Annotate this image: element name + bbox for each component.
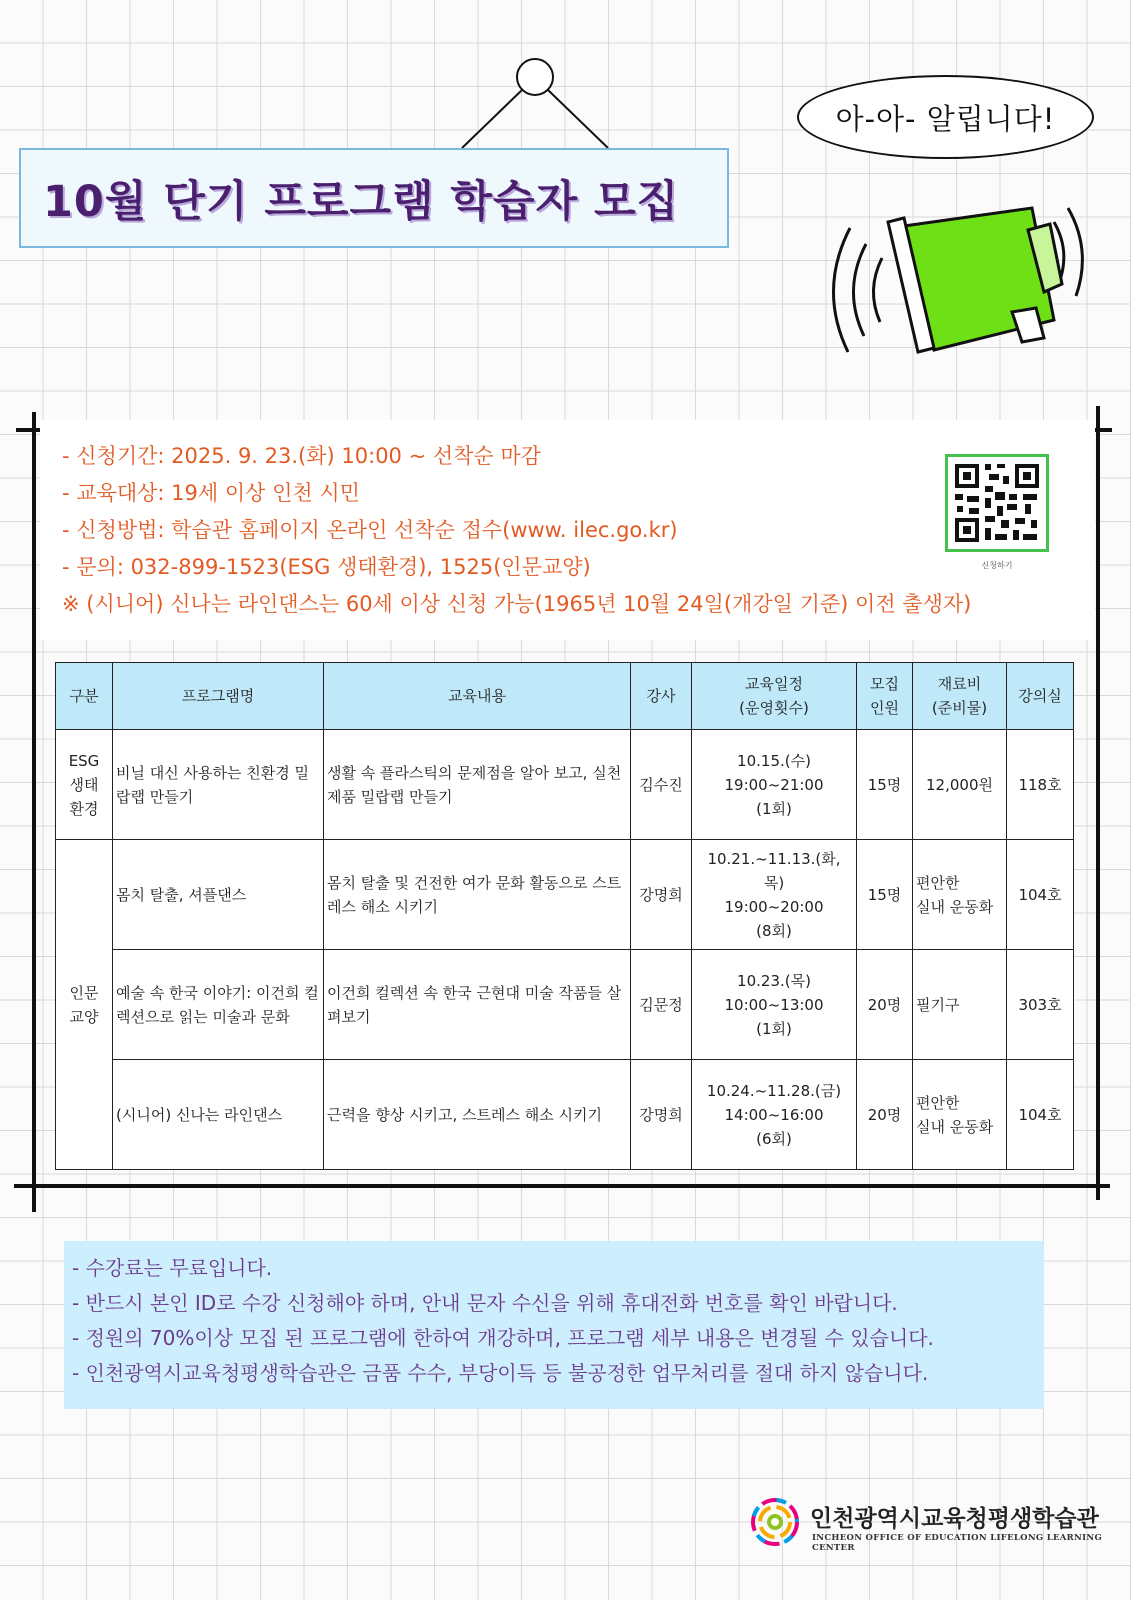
speech-bubble [797,75,1094,159]
table-row [56,730,1074,840]
program-cell: 비닐 대신 사용하는 친환경 밀랍랩 만들기 [113,730,324,840]
capacity-cell: 20명 [857,950,913,1060]
org-name: 인천광역시교육청평생학습관 [810,1505,1099,1532]
capacity-cell: 15명 [857,840,913,950]
title-box [19,148,729,248]
instructor-cell: 강명희 [631,840,692,950]
materials-cell: 필기구 [913,950,1007,1060]
content-cell: 근력을 향상 시키고, 스트레스 해소 시키기 [324,1060,631,1170]
program-table [55,662,1074,1170]
capacity-cell: 15명 [857,730,913,840]
header-capacity: 모집 인원 [857,663,913,730]
header-materials: 재료비 (준비물) [913,663,1007,730]
category-cell: 인문 교양 [56,840,113,1170]
header-content: 교육내용 [324,663,631,730]
program-cell: 예술 속 한국 이야기: 이건희 컬렉션으로 읽는 미술과 문화 [113,950,324,1060]
materials-cell: 편안한 실내 운동화 [913,1060,1007,1170]
table-header-row [56,663,1074,730]
header-program: 프로그램명 [113,663,324,730]
info-senior-note: ※ (시니어) 신나는 라인댄스는 60세 이상 신청 가능(1965년 10월 24일(개강일 기준) 이전 출생자) [62,592,972,616]
room-cell: 118호 [1007,730,1074,840]
note-integrity: - 인천광역시교육청평생학습관은 금품 수수, 부당이득 등 불공정한 업무처리를 절대 하지 않습니다. [72,1361,929,1385]
page-title: 10월 단기 프로그램 학습자 모집 [43,176,680,227]
header-instructor: 강사 [631,663,692,730]
info-period: - 신청기간: 2025. 9. 23.(화) 10:00 ~ 선착순 마감 [62,444,541,468]
qr-block[interactable] [945,454,1049,571]
instructor-cell: 강명희 [631,1060,692,1170]
header-category: 구분 [56,663,113,730]
qr-caption: 신청하기 [981,561,1013,570]
org-english-name: INCHEON OFFICE OF EDUCATION LIFELONG LEARNING CENTER [812,1533,1103,1553]
content-cell: 생활 속 플라스틱의 문제점을 알아 보고, 실천 제품 밀랍랩 만들기 [324,730,631,840]
schedule-cell: 10.21.~11.13.(화, 목) 19:00~20:00 (8회) [692,840,857,950]
bubble-text: 아-아- 알립니다! [835,101,1056,136]
materials-cell: 12,000원 [913,730,1007,840]
header-room: 강의실 [1007,663,1074,730]
table-row [56,950,1074,1060]
hanging-string-icon [460,55,610,150]
schedule-cell: 10.23.(목) 10:00~13:00 (1회) [692,950,857,1060]
schedule-cell: 10.15.(수) 19:00~21:00 (1회) [692,730,857,840]
capacity-cell: 20명 [857,1060,913,1170]
table-row [56,1060,1074,1170]
category-cell: ESG 생태 환경 [56,730,113,840]
table-row [56,840,1074,950]
room-cell: 303호 [1007,950,1074,1060]
content-cell: 이건희 컬렉션 속 한국 근현대 미술 작품들 살펴보기 [324,950,631,1060]
qr-code-icon[interactable] [945,454,1049,552]
info-method: - 신청방법: 학습관 홈페이지 온라인 선착순 접수(www. ilec.go.kr) [62,518,678,542]
room-cell: 104호 [1007,840,1074,950]
instructor-cell: 김수진 [631,730,692,840]
program-cell: (시니어) 신나는 라인댄스 [113,1060,324,1170]
org-logo-icon [750,1497,800,1547]
note-id: - 반드시 본인 ID로 수강 신청해야 하며, 안내 문자 수신을 위해 휴대전화 번호를 확인 바랍니다. [72,1291,898,1315]
note-minimum: - 정원의 70%이상 모집 된 프로그램에 한하여 개강하며, 프로그램 세부 내용은 변경될 수 있습니다. [72,1326,934,1350]
info-contact: - 문의: 032-899-1523(ESG 생태환경), 1525(인문교양) [62,555,591,579]
info-target: - 교육대상: 19세 이상 인천 시민 [62,481,360,505]
content-cell: 몸치 탈출 및 건전한 여가 문화 활동으로 스트레스 해소 시키기 [324,840,631,950]
info-list [62,438,971,623]
note-free: - 수강료는 무료입니다. [72,1256,273,1280]
header-schedule: 교육일정 (운영횟수) [692,663,857,730]
schedule-cell: 10.24.~11.28.(금) 14:00~16:00 (6회) [692,1060,857,1170]
instructor-cell: 김문정 [631,950,692,1060]
megaphone-icon [822,200,1112,370]
room-cell: 104호 [1007,1060,1074,1170]
program-cell: 몸치 탈출, 셔플댄스 [113,840,324,950]
materials-cell: 편안한 실내 운동화 [913,840,1007,950]
notes-box [64,1241,1044,1409]
